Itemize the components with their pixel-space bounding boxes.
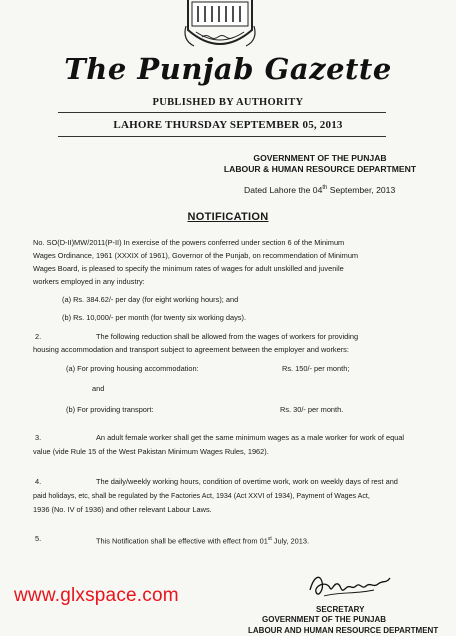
signatory-department: LABOUR AND HUMAN RESOURCE DEPARTMENT bbox=[248, 626, 439, 635]
paragraph-number: 3. bbox=[35, 433, 42, 442]
paragraph-line: The following reduction shall be allowed from the wages of workers for providing bbox=[96, 332, 359, 341]
conjunction: and bbox=[92, 384, 105, 393]
paragraph-line: housing accommodation and transport subject to agreement between the employer and workers: bbox=[33, 345, 349, 354]
deduction-label: (a) For proving housing accommodation: bbox=[66, 364, 199, 373]
divider bbox=[58, 112, 386, 113]
dated-line: Dated Lahore the 04th September, 2013 bbox=[244, 185, 396, 195]
signature-image bbox=[304, 568, 394, 602]
paragraph-number: 4. bbox=[35, 477, 42, 486]
intro-line: workers employed in any industry: bbox=[33, 277, 145, 286]
effective-date-line: This Notification shall be effective with effect from 01st July, 2013. bbox=[96, 536, 309, 546]
issue-date-line: LAHORE THURSDAY SEPTEMBER 05, 2013 bbox=[113, 119, 343, 131]
punjab-emblem-icon bbox=[180, 0, 260, 54]
deduction-label: (b) For providing transport: bbox=[66, 405, 154, 414]
published-by-authority: PUBLISHED BY AUTHORITY bbox=[152, 97, 304, 108]
paragraph-line: paid holidays, etc, shall be regulated by the Factories Act, 1934 (Act XXVI of 1934), Payment of Wages Act, bbox=[33, 492, 370, 500]
deduction-value: Rs. 30/- per month. bbox=[280, 405, 344, 414]
signatory-title: SECRETARY bbox=[316, 605, 365, 614]
watermark-url: www.glxspace.com bbox=[14, 585, 179, 606]
paragraph-number: 2. bbox=[35, 332, 42, 341]
divider bbox=[58, 136, 386, 137]
header-department: LABOUR & HUMAN RESOURCE DEPARTMENT bbox=[223, 164, 417, 174]
paragraph-line: The daily/weekly working hours, condition of overtime work, work on weekly days of rest and bbox=[96, 477, 398, 486]
paragraph-line: value (vide Rule 15 of the West Pakistan Minimum Wages Rules, 1962). bbox=[33, 447, 269, 456]
notification-heading: NOTIFICATION bbox=[187, 211, 269, 223]
list-item: (b) Rs. 10,000/- per month (for twenty six working days). bbox=[62, 313, 247, 322]
intro-line: No. SO(D-II)MW/2011(P-II) In exercise of the powers conferred under section 6 of the Minimum bbox=[33, 238, 345, 247]
deduction-value: Rs. 150/- per month; bbox=[282, 364, 350, 373]
intro-line: Wages Board, is pleased to specify the minimum rates of wages for adult unskilled and juvenile bbox=[33, 264, 344, 273]
header-government: GOVERNMENT OF THE PUNJAB bbox=[253, 153, 387, 163]
signatory-government: GOVERNMENT OF THE PUNJAB bbox=[262, 615, 387, 624]
paragraph-line: 1936 (No. IV of 1936) and other relevant Labour Laws. bbox=[33, 505, 212, 514]
paragraph-line: An adult female worker shall get the same minimum wages as a male worker for work of equal bbox=[96, 433, 405, 442]
gazette-title: The Punjab Gazette bbox=[64, 52, 392, 86]
list-item: (a) Rs. 384.62/- per day (for eight working hours); and bbox=[62, 295, 239, 304]
intro-line: Wages Ordinance, 1961 (XXXIX of 1961), Governor of the Punjab, on recommendation of Minimum bbox=[33, 251, 359, 260]
paragraph-number: 5. bbox=[35, 534, 42, 543]
